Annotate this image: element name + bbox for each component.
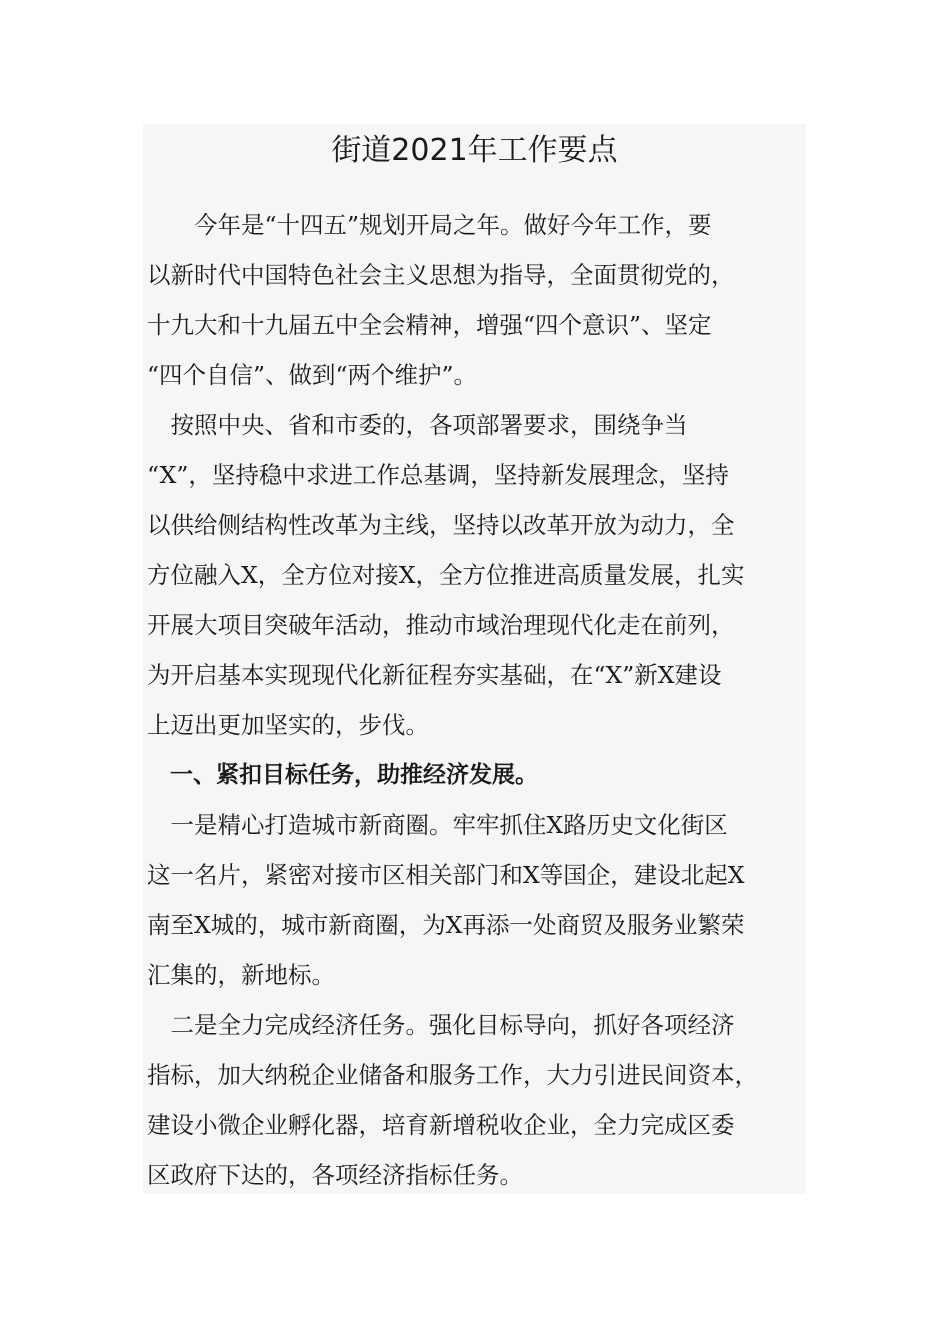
paragraph-2-line-2: “X”，坚持稳中求进工作总基调，坚持新发展理念，坚持 — [147, 461, 729, 489]
paragraph-3-line-3: 南至X城的，城市新商圈，为X再添一处商贸及服务业繁荣 — [147, 911, 745, 939]
document-title: 街道2021年工作要点 — [331, 133, 618, 168]
paragraph-3-line-4: 汇集的，新地标。 — [147, 961, 335, 989]
paragraph-1-line-2: 以新时代中国特色社会主义思想为指导，全面贯彻党的， — [147, 261, 735, 289]
paragraph-2-line-6: 为开启基本实现现代化新征程夯实基础，在“X”新X建设 — [147, 661, 722, 689]
paragraph-1-line-4: “四个自信”、做到“两个维护”。 — [147, 361, 478, 389]
paragraph-2-line-5: 开展大项目突破年活动，推动市域治理现代化走在前列， — [147, 611, 735, 639]
paragraph-2-line-7: 上迈出更加坚实的，步伐。 — [147, 711, 429, 739]
paragraph-2-line-1: 按照中央、省和市委的，各项部署要求，围绕争当 — [147, 411, 688, 439]
paragraph-4-line-4: 区政府下达的，各项经济指标任务。 — [147, 1161, 523, 1189]
paragraph-2-line-3: 以供给侧结构性改革为主线，坚持以改革开放为动力，全 — [147, 511, 735, 539]
paragraph-4-line-2: 指标，加大纳税企业储备和服务工作，大力引进民间资本， — [147, 1061, 758, 1089]
paragraph-3-line-2: 这一名片，紧密对接市区相关部门和X等国企，建设北起X — [147, 861, 745, 889]
paragraph-2-line-4: 方位融入X，全方位对接X，全方位推进高质量发展，扎实 — [147, 561, 745, 589]
paragraph-1-line-1: 今年是“十四五”规划开局之年。做好今年工作，要 — [147, 211, 712, 239]
paragraph-4-line-1: 二是全力完成经济任务。强化目标导向，抓好各项经济 — [147, 1011, 735, 1039]
paragraph-1-line-3: 十九大和十九届五中全会精神，增强“四个意识”、坚定 — [147, 311, 712, 339]
paragraph-4-line-3: 建设小微企业孵化器，培育新增税收企业，全力完成区委 — [147, 1111, 735, 1139]
section-heading-1: 一、紧扣目标任务，助推经济发展。 — [147, 762, 538, 788]
paragraph-3-line-1: 一是精心打造城市新商圈。牢牢抓住X路历史文化街区 — [147, 811, 728, 839]
